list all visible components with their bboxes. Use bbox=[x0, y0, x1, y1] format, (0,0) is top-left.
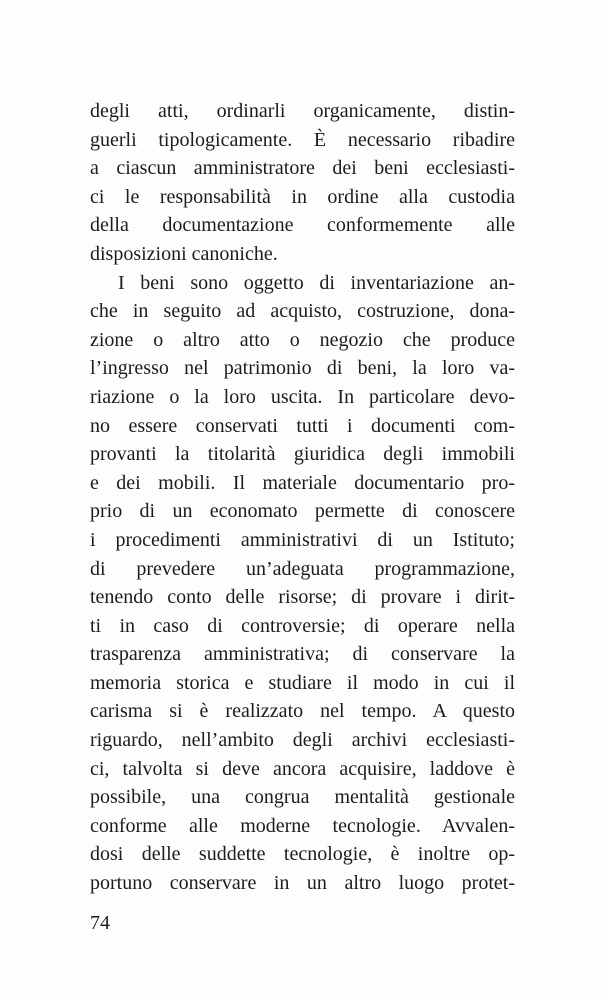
text-line: riazione o la loro uscita. In particolare devo- bbox=[90, 385, 515, 408]
text-line: memoria storica e studiare il modo in cui il bbox=[90, 671, 515, 694]
text-line: provanti la titolarità giuridica degli immobili bbox=[90, 443, 515, 466]
text-line: I beni sono oggetto di inventariazione an- bbox=[118, 271, 515, 294]
text-line: tenendo conto delle risorse; di provare i dirit- bbox=[90, 586, 515, 609]
text-line: dosi delle suddette tecnologie, è inoltre op- bbox=[90, 843, 515, 866]
text-line: ci, talvolta si deve ancora acquisire, laddove è bbox=[90, 757, 515, 780]
page-number: 74 bbox=[90, 911, 110, 934]
text-line: di prevedere un’adeguata programmazione, bbox=[90, 557, 515, 580]
text-line: trasparenza amministrativa; di conservare la bbox=[90, 643, 515, 666]
text-line: i procedimenti amministrativi di un Istituto; bbox=[90, 528, 515, 551]
text-line: ci le responsabilità in ordine alla custodia bbox=[90, 185, 515, 208]
text-line: della documentazione conformemente alle bbox=[90, 214, 515, 237]
paragraph bbox=[90, 97, 515, 269]
text-line: disposizioni canoniche. bbox=[90, 242, 278, 265]
text-line: riguardo, nell’ambito degli archivi ecclesiasti- bbox=[90, 729, 515, 752]
text-line: ti in caso di controversie; di operare nella bbox=[90, 614, 515, 637]
text-line: no essere conservati tutti i documenti com- bbox=[90, 414, 515, 437]
text-line: a ciascun amministratore dei beni ecclesiasti- bbox=[90, 157, 515, 180]
text-line: conforme alle moderne tecnologie. Avvalen- bbox=[90, 814, 515, 837]
text-line: possibile, una congrua mentalità gestionale bbox=[90, 786, 515, 809]
text-line: degli atti, ordinarli organicamente, distin- bbox=[90, 100, 515, 122]
text-line: prio di un economato permette di conoscere bbox=[90, 500, 515, 523]
body-text bbox=[90, 97, 515, 898]
text-line: zione o altro atto o negozio che produce bbox=[90, 328, 515, 351]
text-line: l’ingresso nel patrimonio di beni, la loro va- bbox=[90, 357, 515, 380]
text-line: e dei mobili. Il materiale documentario pro- bbox=[90, 471, 515, 494]
text-line: che in seguito ad acquisto, costruzione, dona- bbox=[90, 300, 515, 323]
text-line: guerli tipologicamente. È necessario ribadire bbox=[90, 128, 515, 151]
paragraph bbox=[90, 269, 515, 898]
text-line: portuno conservare in un altro luogo protet- bbox=[90, 872, 515, 895]
text-line: carisma si è realizzato nel tempo. A questo bbox=[90, 700, 515, 723]
